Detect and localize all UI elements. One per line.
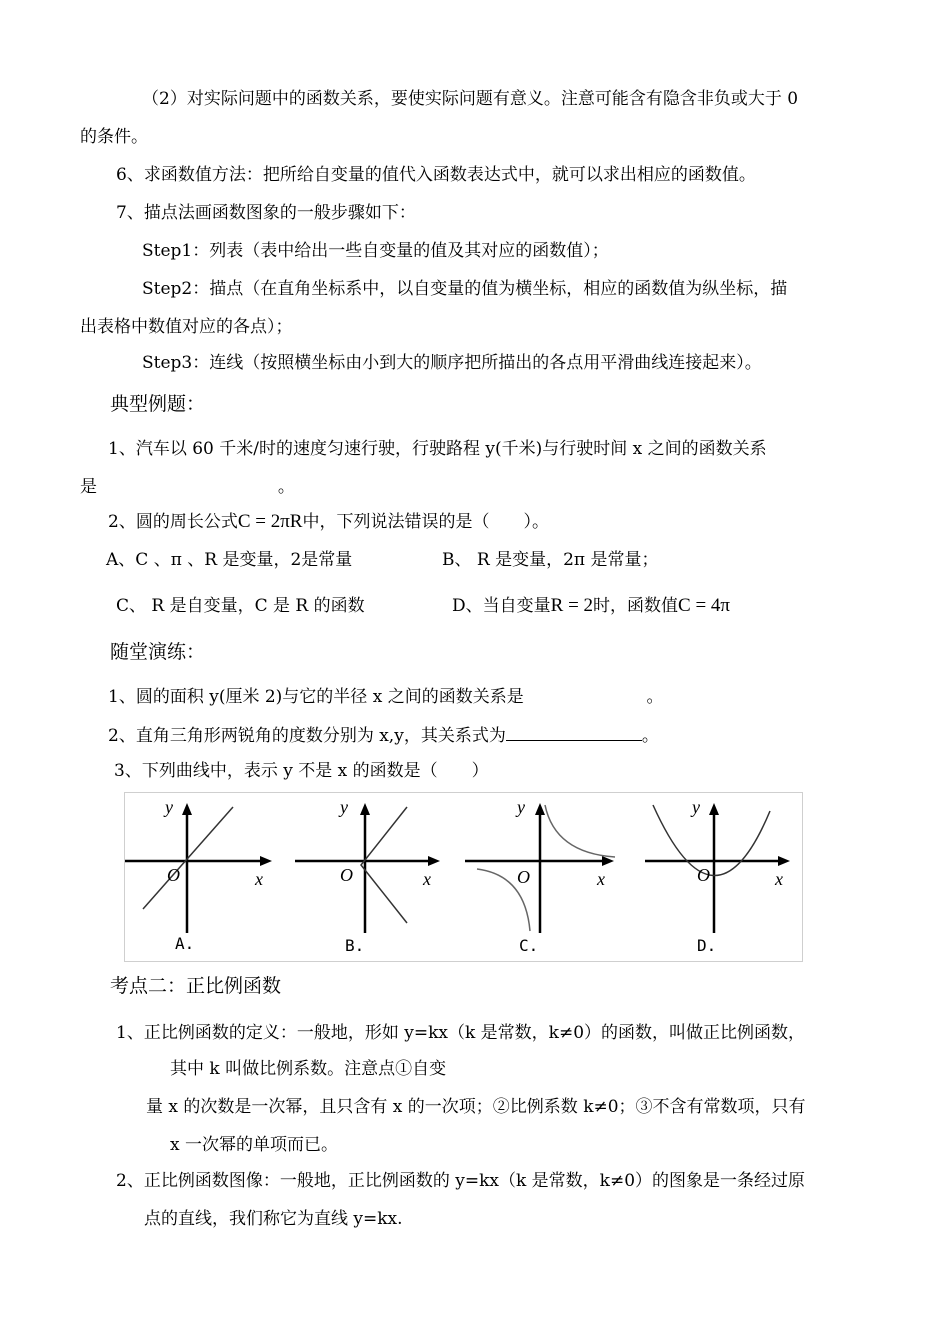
practice-q1-text: 1、圆的面积 y(厘米 2)与它的半径 x 之间的函数关系是 <box>108 687 524 707</box>
step2-line1: Step2：描点（在直角坐标系中，以自变量的值为横坐标，相应的函数值为纵坐标，描 <box>142 279 788 299</box>
practice-heading: 随堂演练： <box>110 641 206 663</box>
graph-d-curve <box>653 805 770 876</box>
option-a: A、C 、π 、R 是变量，2是常量 <box>106 550 353 570</box>
option-b: B、 R 是变量，2π 是常量； <box>442 550 659 570</box>
graph-b-y-label: y <box>340 797 348 817</box>
graph-d-label: D. <box>697 936 717 955</box>
graph-c-x-label: x <box>597 869 605 889</box>
graph-a-x-label: x <box>255 869 263 889</box>
function-graphs-figure <box>124 792 803 962</box>
point2-def-line2: 其中 k 叫做比例系数。注意点①自变 <box>170 1059 447 1079</box>
graph-c-label: C. <box>519 936 539 955</box>
item2-line2: 的条件。 <box>80 127 148 147</box>
item6: 6、求函数值方法：把所给自变量的值代入函数表达式中，就可以求出相应的函数值。 <box>116 165 756 185</box>
practice-q2-blank <box>506 724 642 741</box>
graph-d-y-label: y <box>692 797 700 817</box>
example-q1-line1: 1、汽车以 60 千米/时的速度匀速行驶，行驶路程 y(千米)与行驶时间 x 之间的函数关系 <box>108 439 767 459</box>
graph-a-y-label: y <box>165 797 173 817</box>
practice-q1-suffix: 。 <box>646 687 664 707</box>
graph-b-y-arrow <box>360 803 370 815</box>
graph-d-y-arrow <box>709 803 719 815</box>
graph-c-origin-label: O <box>517 867 530 887</box>
item2-line1: （2）对实际问题中的函数关系，要使实际问题有意义。注意可能含有隐含非负或大于 0 <box>142 89 799 109</box>
practice-q2-text: 2、直角三角形两锐角的度数分别为 x,y，其关系式为 <box>108 726 506 746</box>
step2-line2: 出表格中数值对应的各点）； <box>80 317 293 337</box>
option-d-eq2: C = 4π <box>678 595 731 616</box>
option-d-prefix: D、当自变量 <box>452 596 551 616</box>
point2-def-line4: x 一次幂的单项而已。 <box>170 1135 338 1155</box>
item7: 7、描点法画函数图象的一般步骤如下： <box>116 203 416 223</box>
q2-suffix: 中，下列说法错误的是（ ）。 <box>302 512 549 532</box>
graphs-svg <box>125 793 802 961</box>
graph-c-y-label: y <box>517 797 525 817</box>
graph-b-origin-label: O <box>340 865 353 885</box>
practice-q2-suffix: 。 <box>641 726 659 746</box>
graph-a-origin-label: O <box>167 865 180 885</box>
graph-b <box>295 797 440 955</box>
graph-b-x-label: x <box>423 869 431 889</box>
practice-q2 <box>108 724 659 747</box>
q2-prefix: 2、圆的周长公式 <box>108 512 238 532</box>
graph-a <box>125 797 272 953</box>
q2-formula: C = 2πR <box>237 511 303 532</box>
graph-a-y-arrow <box>182 803 192 815</box>
graph-a-x-arrow <box>260 856 272 866</box>
graph-d-x-arrow <box>778 856 790 866</box>
point2-def-line3: 量 x 的次数是一次幂，且只含有 x 的一次项；②比例系数 k≠0；③不含有常数项，只有 <box>146 1097 806 1117</box>
point2-graph-line1: 2、正比例函数图像：一般地，正比例函数的 y=kx（k 是常数，k≠0）的图象是一条经过原 <box>116 1171 806 1191</box>
example-q1-line2 <box>80 476 295 498</box>
examples-heading: 典型例题： <box>110 393 206 415</box>
graph-b-curve <box>361 807 407 923</box>
step3: Step3：连线（按照横坐标由小到大的顺序把所描出的各点用平滑曲线连接起来）。 <box>142 353 762 373</box>
q1-answer-prefix: 是 <box>80 477 97 497</box>
example-q2 <box>108 511 549 533</box>
graph-a-label: A. <box>175 934 195 953</box>
point2-heading: 考点二：正比例函数 <box>110 975 282 997</box>
graph-b-x-arrow <box>428 856 440 866</box>
graph-c-curve-upper <box>545 805 615 857</box>
graph-b-label: B. <box>345 936 365 955</box>
option-d-middle: 时，函数值 <box>593 596 679 616</box>
option-d-eq1: R = 2 <box>550 595 594 616</box>
graph-c <box>465 797 615 955</box>
graph-d-x-label: x <box>775 869 783 889</box>
q1-answer-suffix: 。 <box>277 477 295 497</box>
option-d <box>452 595 730 617</box>
practice-q3: 3、下列曲线中，表示 y 不是 x 的函数是（ ） <box>114 761 489 781</box>
graph-d-origin-label: O <box>697 865 710 885</box>
step1: Step1：列表（表中给出一些自变量的值及其对应的函数值）； <box>142 241 609 261</box>
practice-q1 <box>108 686 664 708</box>
option-c: C、 R 是自变量，C 是 R 的函数 <box>116 596 365 616</box>
point2-def-line1: 1、正比例函数的定义：一般地，形如 y=kx（k 是常数，k≠0）的函数，叫做正比例函数， <box>116 1023 806 1043</box>
graph-d <box>645 797 790 955</box>
graph-c-y-arrow <box>535 803 545 815</box>
point2-graph-line2: 点的直线，我们称它为直线 y=kx. <box>144 1209 403 1229</box>
